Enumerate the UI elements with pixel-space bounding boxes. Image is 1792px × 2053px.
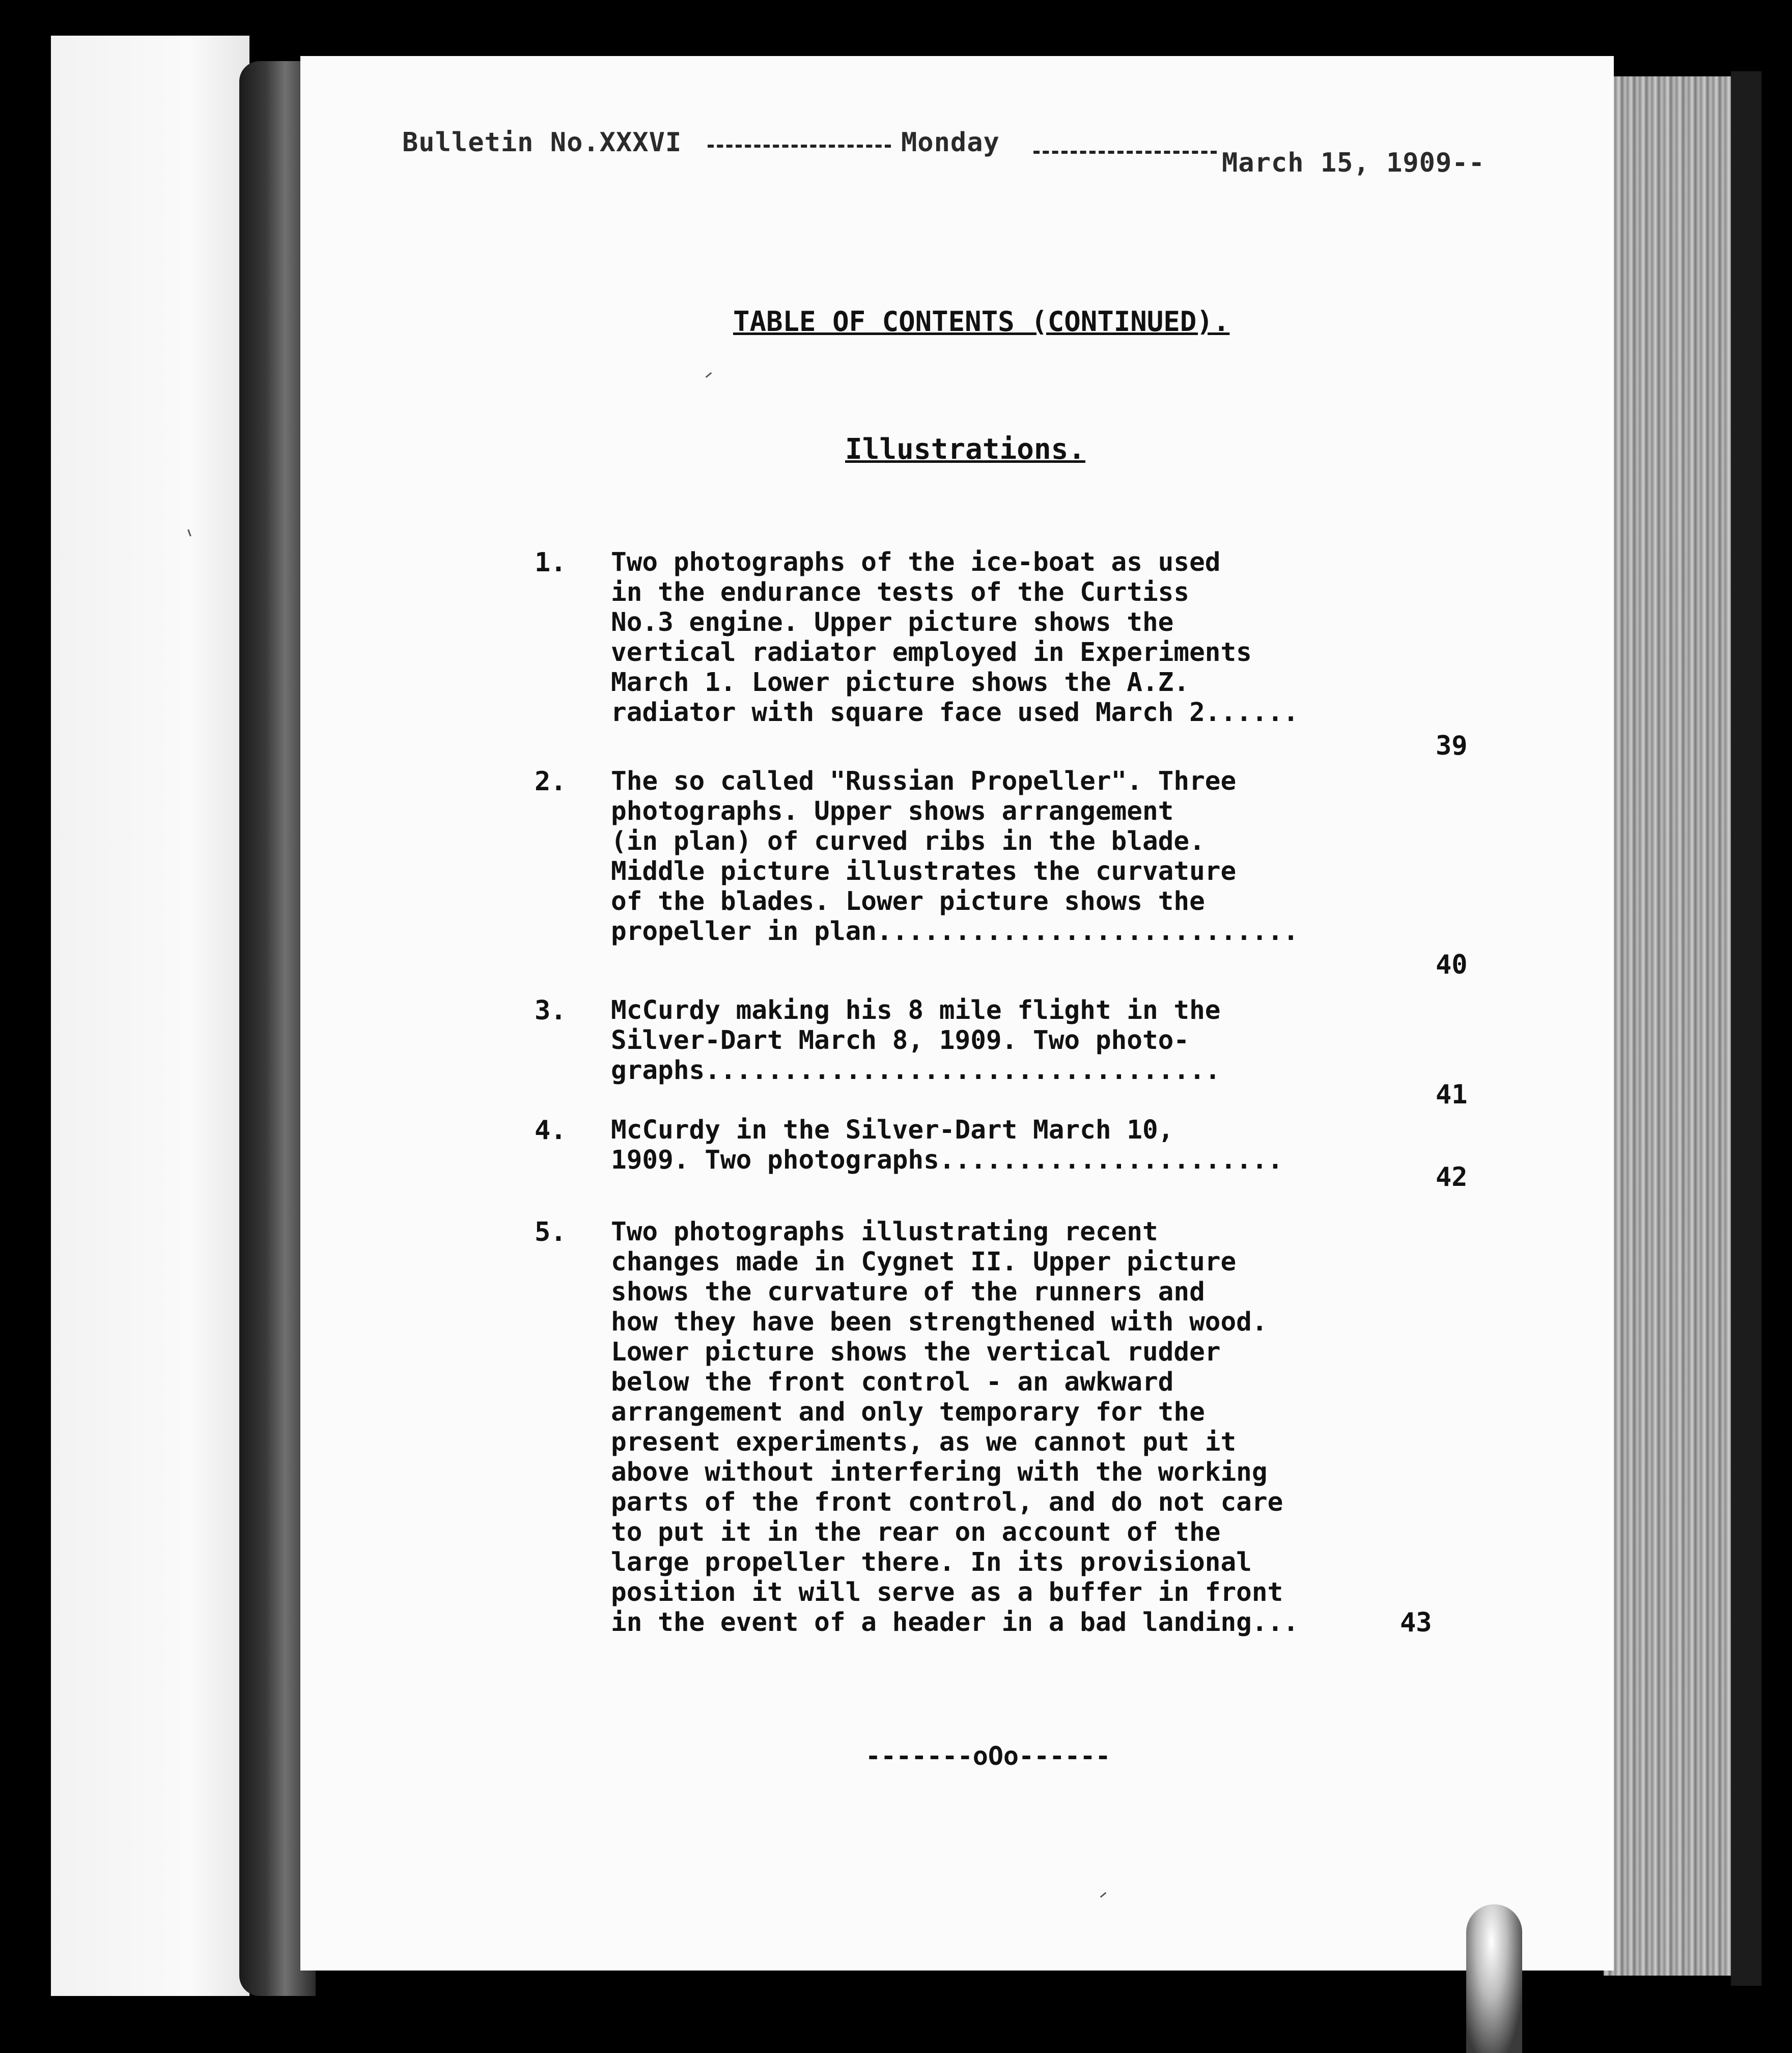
header-dashes-1 <box>708 145 891 148</box>
entry-text <box>611 766 1487 947</box>
entry-line: radiator with square face used March 2...... <box>611 698 1299 728</box>
entry-line: March 1. Lower picture shows the A.Z. <box>611 668 1190 698</box>
entry-text <box>611 1217 1487 1638</box>
page-reference: 42 <box>1436 1162 1468 1192</box>
entry-line: Two photographs of the ice-boat as used <box>611 547 1221 577</box>
entry-line: Middle picture illustrates the curvature <box>611 856 1237 886</box>
entry-line: Two photographs illustrating recent <box>611 1217 1158 1247</box>
toc-title: TABLE OF CONTENTS (CONTINUED). <box>733 306 1230 338</box>
entry-line: of the blades. Lower picture shows the <box>611 886 1205 917</box>
page-reference: 43 <box>1400 1607 1432 1638</box>
entry-line: 1909. Two photographs...................... <box>611 1145 1283 1175</box>
left-page-margin <box>51 36 249 1996</box>
entry-text <box>611 547 1487 728</box>
page-reference: 41 <box>1436 1079 1468 1110</box>
entry-line: Lower picture shows the vertical rudder <box>611 1337 1221 1367</box>
bulletin-number: Bulletin No.XXXVI <box>402 127 682 158</box>
entry-line: in the endurance tests of the Curtiss <box>611 577 1190 607</box>
entry-line: vertical radiator employed in Experiments <box>611 637 1252 668</box>
pen-tip <box>1466 1904 1522 2053</box>
entry-text <box>611 1115 1487 1175</box>
entry-line: below the front control - an awkward <box>611 1367 1174 1397</box>
entry-line: parts of the front control, and do not care <box>611 1487 1283 1517</box>
entry-line: photographs. Upper shows arrangement <box>611 796 1174 826</box>
entry-line: graphs................................. <box>611 1056 1221 1086</box>
header-dashes-2 <box>1033 151 1217 154</box>
entry-line: No.3 engine. Upper picture shows the <box>611 607 1174 637</box>
section-divider: -------oOo------ <box>865 1741 1111 1771</box>
section-title: Illustrations. <box>845 433 1086 466</box>
entry-line: McCurdy making his 8 mile flight in the <box>611 995 1221 1025</box>
bulletin-date: March 15, 1909-- <box>1222 148 1485 178</box>
entry-line: above without interfering with the working <box>611 1457 1268 1487</box>
entry-number: 1. <box>535 547 567 578</box>
entry-text <box>611 995 1487 1086</box>
page-reference: 39 <box>1436 731 1468 761</box>
page-reference: 40 <box>1436 950 1468 980</box>
entry-line: McCurdy in the Silver-Dart March 10, <box>611 1115 1174 1145</box>
entry-line: arrangement and only temporary for the <box>611 1397 1205 1427</box>
entry-line: (in plan) of curved ribs in the blade. <box>611 826 1205 856</box>
entry-line: present experiments, as we cannot put it <box>611 1427 1237 1457</box>
entry-line: propeller in plan........................... <box>611 917 1299 947</box>
entry-line: to put it in the rear on account of the <box>611 1517 1221 1547</box>
entry-number: 5. <box>535 1217 567 1247</box>
entry-number: 3. <box>535 995 567 1026</box>
entry-line: changes made in Cygnet II. Upper picture <box>611 1247 1237 1277</box>
page-edges <box>1604 76 1740 1976</box>
entry-line: how they have been strengthened with wood. <box>611 1307 1268 1337</box>
entry-line: position it will serve as a buffer in front <box>611 1577 1283 1607</box>
entry-number: 2. <box>535 766 567 797</box>
entry-line: Silver-Dart March 8, 1909. Two photo- <box>611 1025 1190 1056</box>
entry-line: The so called "Russian Propeller". Three <box>611 766 1237 796</box>
entry-line: shows the curvature of the runners and <box>611 1277 1205 1307</box>
page-shadow <box>1731 71 1761 1986</box>
entry-line: in the event of a header in a bad landing... <box>611 1607 1299 1638</box>
bulletin-day: Monday <box>901 127 1000 158</box>
entry-number: 4. <box>535 1115 567 1146</box>
entry-line: large propeller there. In its provisional <box>611 1547 1252 1577</box>
